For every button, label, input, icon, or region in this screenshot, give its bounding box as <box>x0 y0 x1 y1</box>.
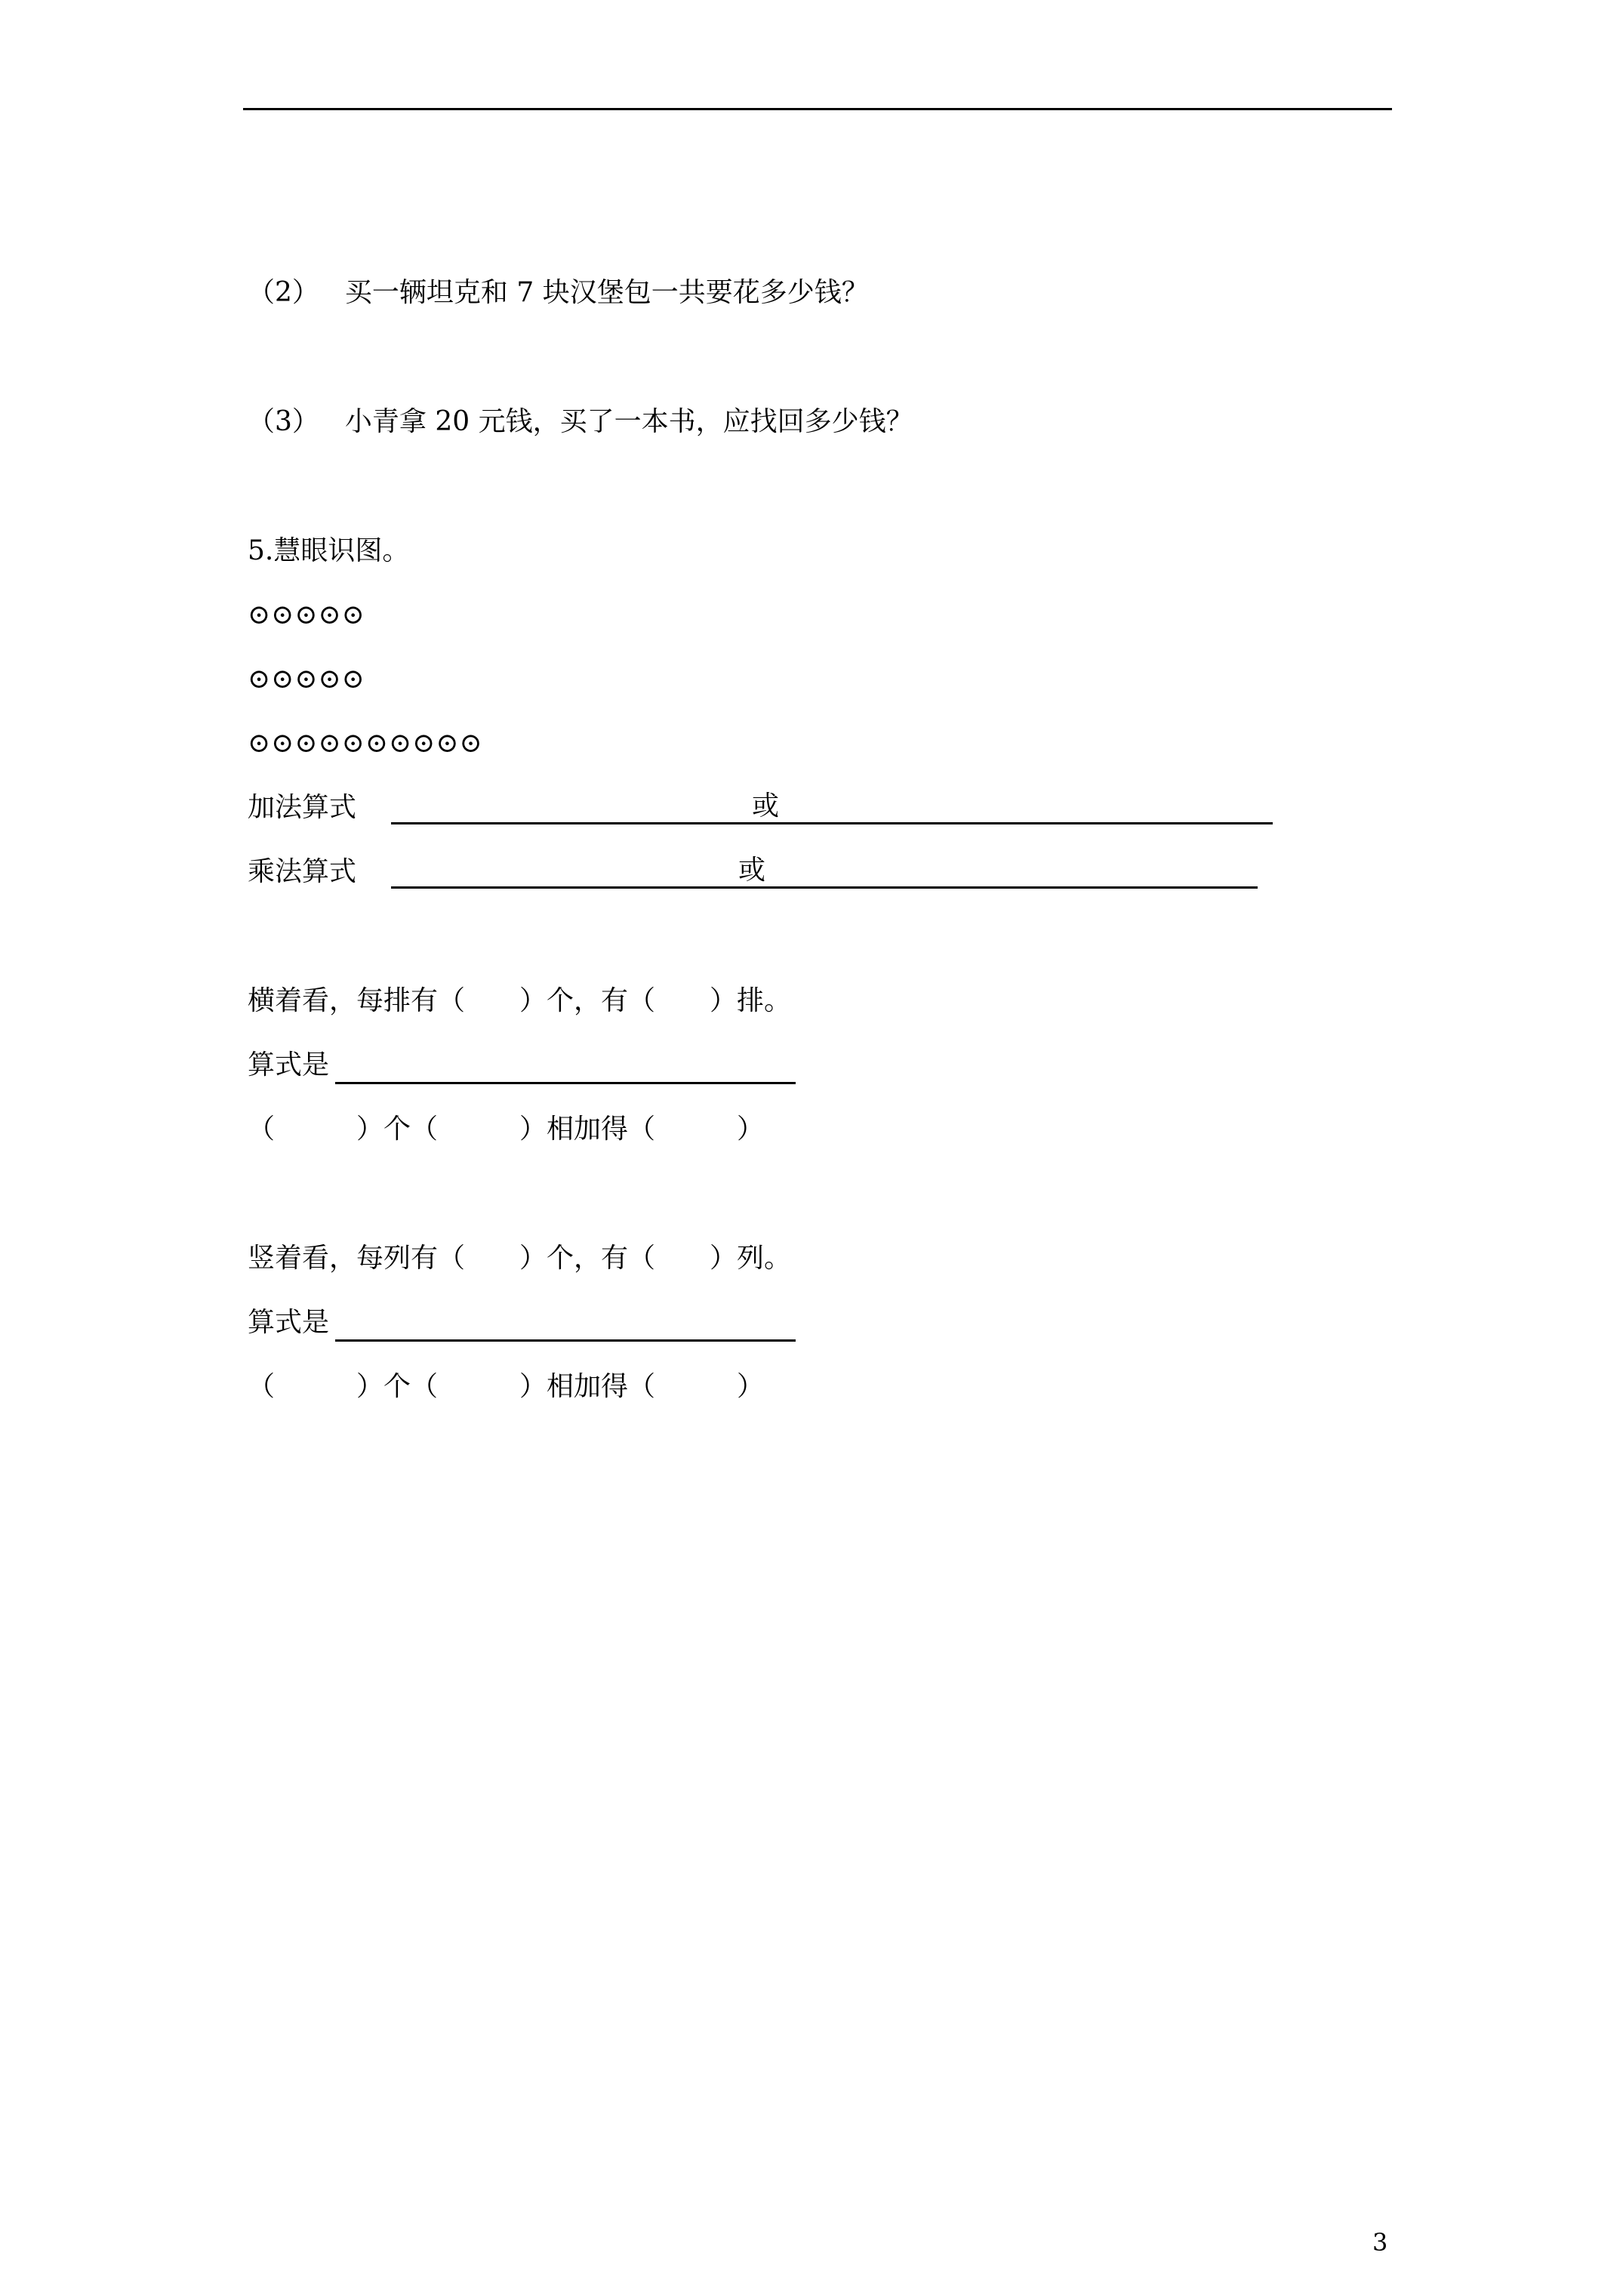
vertical-sum-line: （ ）个（ ）相加得（ ） <box>248 1371 765 1402</box>
vertical-formula-label: 算式是 <box>248 1307 330 1338</box>
addition-label: 加法算式 <box>248 792 357 823</box>
horizontal-formula-line[interactable] <box>335 1082 796 1084</box>
section-5-title: 5.慧眼识图。 <box>248 535 410 566</box>
horizontal-question: 横着看，每排有（ ）个，有（ ）排。 <box>248 985 792 1016</box>
dot-row-1: ⊙⊙⊙⊙⊙ <box>248 599 365 630</box>
header-rule <box>243 108 1392 110</box>
horizontal-formula-label: 算式是 <box>248 1049 330 1080</box>
page-number: 3 <box>1372 2228 1388 2257</box>
question-2 <box>248 276 869 310</box>
question-3 <box>248 405 913 439</box>
dot-row-3: ⊙⊙⊙⊙⊙⊙⊙⊙⊙⊙ <box>248 728 483 759</box>
vertical-formula-line[interactable] <box>335 1339 796 1342</box>
question-3-number: （3） <box>248 406 319 437</box>
multiplication-answer-line[interactable] <box>391 886 1258 889</box>
multiplication-or: 或 <box>738 855 766 886</box>
addition-answer-line[interactable] <box>391 822 1273 824</box>
question-2-text: 买一辆坦克和 7 块汉堡包一共要花多少钱？ <box>344 277 869 308</box>
multiplication-label: 乘法算式 <box>248 856 357 887</box>
vertical-question: 竖着看，每列有（ ）个，有（ ）列。 <box>248 1243 792 1274</box>
addition-or: 或 <box>752 791 780 821</box>
horizontal-sum-line: （ ）个（ ）相加得（ ） <box>248 1114 765 1145</box>
dot-row-2: ⊙⊙⊙⊙⊙ <box>248 664 365 695</box>
question-2-number: （2） <box>248 277 319 308</box>
question-3-text: 小青拿 20 元钱，买了一本书，应找回多少钱？ <box>344 406 913 437</box>
